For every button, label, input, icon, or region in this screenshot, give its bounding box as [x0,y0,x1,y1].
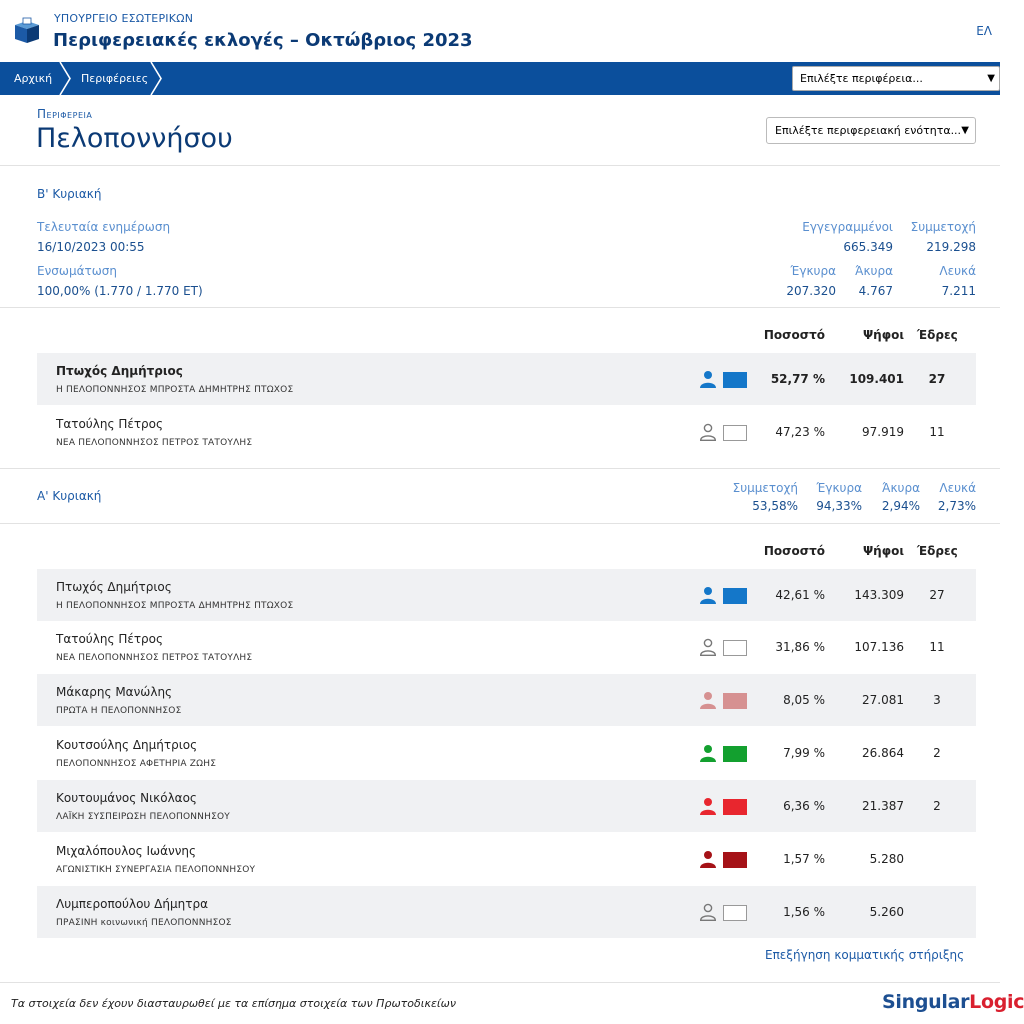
table-row[interactable] [37,727,976,779]
turnout-label: Συμμετοχή [732,481,798,495]
turnout-value: 53,58% [752,499,798,513]
votes-value: 107.136 [854,640,904,654]
party-color-swatch [723,640,747,656]
invalid-value: 2,94% [881,499,920,513]
table-row[interactable] [37,780,976,832]
region-select-value: Επιλέξτε περιφέρεια... [800,72,923,85]
votes-value: 27.081 [862,693,904,707]
valid-label: Έγκυρα [790,264,836,278]
party-name: ΝΕΑ ΠΕΛΟΠΟΝΝΗΣΟΣ ΠΕΤΡΟΣ ΤΑΤΟΥΛΗΣ [56,653,253,663]
party-color-swatch [723,588,747,604]
region-select[interactable] [792,66,1000,91]
blank-label: Λευκά [939,264,976,278]
votes-value: 26.864 [862,746,904,760]
chevron-right-icon [149,62,163,95]
site-header [0,0,1000,62]
percent-value: 7,99 % [783,746,825,760]
registered-value: 665.349 [843,240,893,254]
person-outline-icon [699,903,717,921]
candidate-name: Λυμπεροπούλου Δήμητρα [56,897,208,911]
divider [0,307,1000,308]
party-color-swatch [723,425,747,441]
party-name: ΠΕΛΟΠΟΝΝΗΣΟΣ ΑΦΕΤΗΡΙΑ ΖΩΗΣ [56,759,217,769]
votes-value: 97.919 [862,425,904,439]
percent-value: 42,61 % [775,588,825,602]
seats-value: 27 [929,588,945,602]
ballot-box-icon [12,16,42,46]
breadcrumb-home[interactable]: Αρχική [14,72,53,85]
seats-value: 2 [933,746,941,760]
page-title: Πελοποννήσου [36,123,233,154]
person-outline-icon [699,638,717,656]
invalid-label: Άκυρα [855,264,893,278]
percent-value: 6,36 % [783,799,825,813]
votes-value: 21.387 [862,799,904,813]
table-row[interactable] [37,621,976,673]
turnout-label: Συμμετοχή [910,220,976,234]
last-update-value: 16/10/2023 00:55 [37,240,145,254]
col-header-percent: Ποσοστό [763,544,825,558]
person-outline-icon [699,423,717,441]
percent-value: 8,05 % [783,693,825,707]
table-row[interactable] [37,406,976,458]
turnout-value: 219.298 [926,240,976,254]
votes-value: 5.260 [869,905,904,919]
blank-label: Λευκά [939,481,976,495]
col-header-seats: Έδρες [917,328,958,342]
party-color-swatch [723,693,747,709]
round1-title: Α' Κυριακή [37,489,102,503]
region-kicker: Περιφερεια [37,107,93,121]
party-color-swatch [723,372,747,388]
footer [0,982,1024,1024]
divider [0,523,1000,524]
person-icon [699,850,717,868]
table-row[interactable] [37,833,976,885]
invalid-value: 4.767 [858,284,893,298]
person-icon [699,797,717,815]
invalid-label: Άκυρα [882,481,920,495]
site-title[interactable]: Περιφερειακές εκλογές – Οκτώβριος 2023 [53,30,473,51]
percent-value: 1,57 % [783,852,825,866]
disclaimer: Τα στοιχεία δεν έχουν διασταυρωθεί με τα επίσημα στοιχεία των Πρωτοδικείων [11,997,456,1010]
candidate-name: Πτωχός Δημήτριος [56,364,183,378]
party-color-swatch [723,905,747,921]
integration-label: Ενσωμάτωση [37,264,117,278]
seats-value: 11 [929,425,945,439]
col-header-percent: Ποσοστό [763,328,825,342]
ministry-name: ΥΠΟΥΡΓΕΙΟ ΕΣΩΤΕΡΙΚΩΝ [54,12,194,25]
breadcrumb-regions[interactable]: Περιφέρειες [81,72,149,85]
party-name: Η ΠΕΛΟΠΟΝΝΗΣΟΣ ΜΠΡΟΣΤΑ ΔΗΜΗΤΡΗΣ ΠΤΩΧΟΣ [56,601,294,611]
unit-select[interactable] [766,117,976,144]
chevron-right-icon [58,62,72,95]
seats-value: 27 [928,372,946,386]
candidate-name: Τατούλης Πέτρος [56,417,164,431]
party-name: ΛΑΪΚΗ ΣΥΣΠΕΙΡΩΣΗ ΠΕΛΟΠΟΝΝΗΣΟΥ [56,812,230,822]
candidate-name: Κουτουμάνος Νικόλαος [56,791,197,805]
col-header-votes: Ψήφοι [862,328,904,342]
party-color-swatch [723,746,747,762]
party-support-explain-link[interactable]: Επεξήγηση κομματικής στήριξης [765,948,965,962]
percent-value: 31,86 % [775,640,825,654]
seats-value: 11 [929,640,945,654]
language-switch[interactable]: ΕΛ [976,24,992,38]
divider [0,468,1000,469]
person-icon [699,744,717,762]
party-name: ΝΕΑ ΠΕΛΟΠΟΝΝΗΣΟΣ ΠΕΤΡΟΣ ΤΑΤΟΥΛΗΣ [56,438,253,448]
integration-value: 100,00% (1.770 / 1.770 ΕΤ) [37,284,203,298]
blank-value: 2,73% [937,499,976,513]
candidate-name: Τατούλης Πέτρος [56,632,164,646]
candidate-name: Μάκαρης Μανώλης [56,685,173,699]
valid-value: 207.320 [786,284,836,298]
votes-value: 109.401 [849,372,904,386]
party-name: ΑΓΩΝΙΣΤΙΚΗ ΣΥΝΕΡΓΑΣΙΑ ΠΕΛΟΠΟΝΝΗΣΟΥ [56,865,256,875]
party-name: ΠΡΑΣΙΝΗ κοινωνική ΠΕΛΟΠΟΝΝΗΣΟΣ [56,918,232,928]
party-color-swatch [723,799,747,815]
votes-value: 5.280 [869,852,904,866]
party-name: ΠΡΩΤΑ Η ΠΕΛΟΠΟΝΝΗΣΟΣ [56,706,182,716]
valid-label: Έγκυρα [816,481,862,495]
table-row[interactable] [37,353,976,405]
registered-label: Εγγεγραμμένοι [802,220,893,234]
brand-logo-part: Logic [969,991,1024,1013]
table-row[interactable] [37,886,976,938]
chevron-down-icon: ▼ [961,125,969,136]
blank-value: 7.211 [941,284,976,298]
party-name: Η ΠΕΛΟΠΟΝΝΗΣΟΣ ΜΠΡΟΣΤΑ ΔΗΜΗΤΡΗΣ ΠΤΩΧΟΣ [56,385,294,395]
candidate-name: Πτωχός Δημήτριος [56,580,172,594]
person-icon [699,691,717,709]
votes-value: 143.309 [854,588,904,602]
round2-title: Β' Κυριακή [37,187,102,201]
valid-value: 94,33% [816,499,862,513]
last-update-label: Τελευταία ενημέρωση [37,220,171,234]
col-header-seats: Έδρες [917,544,958,558]
divider [0,165,1000,166]
col-header-votes: Ψήφοι [862,544,904,558]
person-icon [699,370,717,388]
brand-logo-part: Singular [882,991,970,1013]
chevron-down-icon: ▼ [987,73,995,84]
party-color-swatch [723,852,747,868]
percent-value: 47,23 % [775,425,825,439]
person-icon [699,586,717,604]
brand-logo[interactable] [882,991,1024,1013]
seats-value: 2 [933,799,941,813]
table-row[interactable] [37,569,976,621]
unit-select-value: Επιλέξτε περιφερειακή ενότητα... [775,124,962,137]
percent-value: 1,56 % [783,905,825,919]
candidate-name: Μιχαλόπουλος Ιωάννης [56,844,197,858]
candidate-name: Κουτσούλης Δημήτριος [56,738,198,752]
seats-value: 3 [933,693,941,707]
percent-value: 52,77 % [770,372,825,386]
table-row[interactable] [37,674,976,726]
